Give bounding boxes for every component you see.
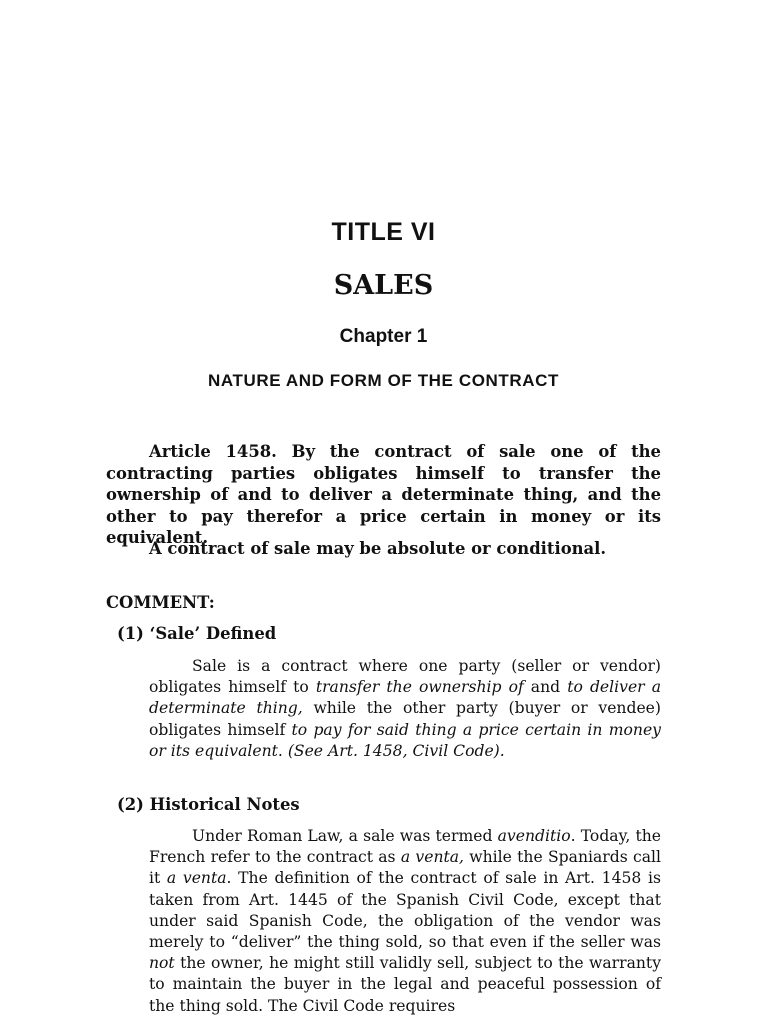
chapter-heading: Chapter 1 [339, 326, 428, 347]
chapter-title: NATURE AND FORM OF THE CONTRACT [207, 371, 559, 390]
text-segment: . Today, the French refer to the contract as [149, 827, 661, 867]
text-segment: Sale is a contract where one party (seller or vendor) obligates himself to [149, 657, 661, 697]
comment-label: COMMENT: [106, 593, 215, 612]
text-segment: . [277, 741, 288, 760]
article-1458-paragraph: Article 1458. By the contract of sale one of the contracting parties obligates himself to transfer the ownership of and to deliver a determinate thing, and the other to pay therefor a price certain in money or its equivalent. [106, 442, 661, 547]
italic-text-segment: to pay for said thing a price certain in money or its equivalent [149, 720, 661, 760]
italic-text-segment: to deliver a determinate thing, [149, 678, 661, 718]
section-heading-sale-defined: (1) ‘Sale’ Defined [117, 624, 277, 643]
section-body-sale-defined [149, 656, 661, 762]
section-heading-historical-notes: (2) Historical Notes [117, 795, 300, 814]
text-segment: the owner, he might still validly sell, subject to the warranty to maintain the buyer in the legal and peaceful possession of the thing sold. The Civil Code requires [149, 954, 661, 1015]
text-segment: while the Spaniards call it [149, 848, 662, 888]
italic-text-segment: transfer the ownership of [315, 678, 524, 697]
text-segment: Under Roman Law, a sale was termed [192, 827, 498, 845]
article-1458-second-paragraph: A contract of sale may be absolute or conditional. [149, 539, 607, 558]
text-segment: and [523, 678, 568, 697]
italic-text-segment: not [149, 954, 175, 973]
text-segment: . The definition of the contract of sale in Art. 1458 is taken from Art. 1445 of the Spanish Civil Code, except that under said Spanish Code, the obligation of the vendor was merely to “deliver” the thing sold, so that even if the seller was [149, 869, 661, 952]
italic-text-segment: (See Art. 1458, Civil Code). [287, 741, 505, 760]
section-body-historical-notes [149, 826, 661, 1017]
italic-text-segment: avenditio [497, 827, 571, 845]
italic-text-segment: a venta [166, 869, 227, 888]
text-segment: while the other party (buyer or vendee) obligates himself [149, 699, 661, 739]
title-heading: TITLE VI [331, 218, 436, 246]
subject-heading: SALES [333, 270, 434, 301]
italic-text-segment: a venta, [400, 848, 465, 867]
